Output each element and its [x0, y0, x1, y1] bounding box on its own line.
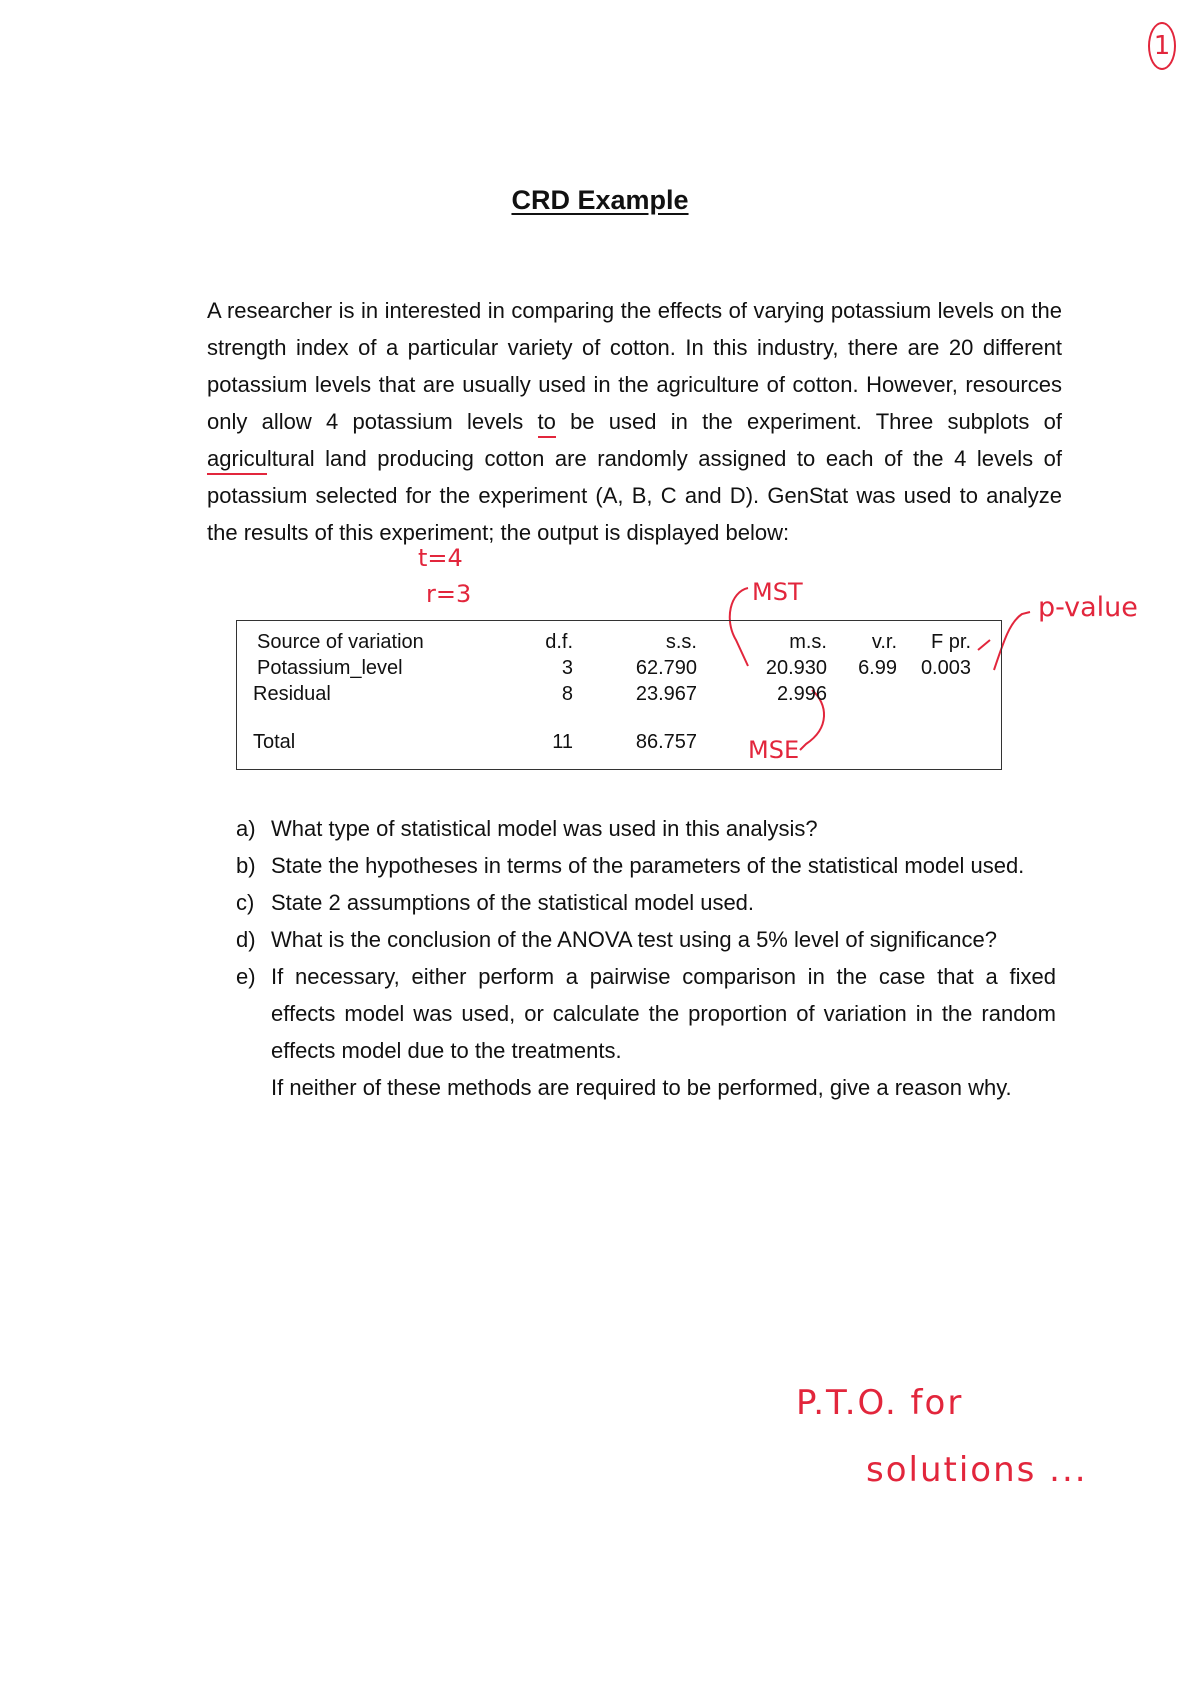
- intro-line: each of the 4 levels of potassium selected for the experiment (A, B, C and D).: [207, 446, 1063, 508]
- row-source: Potassium_level: [257, 657, 403, 679]
- header-ss: s.s.: [665, 631, 697, 653]
- intro-line: on the strength index of a particular variety of cotton. In this industry, there are: [207, 298, 1062, 360]
- pto-note-line2: solutions ...: [866, 1450, 1088, 1490]
- intro-line: displayed below:: [626, 520, 790, 545]
- annotation-pvalue: p-value: [1038, 592, 1138, 623]
- question-text: State the hypotheses in terms of the parameters of the statistical model used.: [271, 853, 1025, 878]
- annotation-mst: MST: [752, 578, 803, 606]
- annotation-mse: MSE: [748, 736, 800, 764]
- list-item: [236, 1069, 1056, 1106]
- list-item: [236, 810, 1056, 847]
- header-vr: v.r.: [871, 631, 897, 653]
- intro-line: Three subplots of agricultural land producing cotton are randomly assigned to: [207, 409, 1062, 471]
- row-df: 8: [561, 683, 573, 705]
- row-ss: 23.967: [635, 683, 697, 705]
- annotation-r: r=3: [426, 580, 472, 608]
- intro-paragraph: [207, 292, 1062, 551]
- question-label: b): [236, 853, 256, 878]
- row-fpr: 0.003: [920, 657, 971, 679]
- anova-table: [236, 620, 1002, 770]
- row-df: 11: [552, 731, 573, 753]
- underline-three-annotation: [207, 473, 267, 475]
- list-item: [236, 921, 1056, 958]
- list-item: [236, 847, 1056, 884]
- row-vr: 6.99: [858, 657, 897, 679]
- question-text: State 2 assumptions of the statistical model used.: [271, 890, 755, 915]
- row-df: 3: [561, 657, 573, 679]
- intro-line: However, resources only allow 4 potassium levels to be used in the experiment.: [207, 372, 1062, 434]
- question-label: c): [236, 890, 255, 915]
- header-source: Source of variation: [257, 631, 424, 653]
- intro-line: A researcher is in interested in comparing the effects of varying potassium levels: [207, 298, 1001, 323]
- pto-note-line1: P.T.O. for: [796, 1383, 964, 1423]
- row-ms: 2.996: [776, 683, 827, 705]
- question-label: e): [236, 964, 256, 989]
- question-text: What type of statistical model was used in this analysis?: [271, 816, 818, 841]
- row-ms: 20.930: [765, 657, 827, 679]
- list-item: [236, 958, 1056, 1069]
- question-label: d): [236, 927, 256, 952]
- question-label: a): [236, 816, 256, 841]
- header-ms: m.s.: [789, 631, 827, 653]
- header-df: d.f.: [545, 631, 573, 653]
- annotation-t: t=4: [418, 544, 463, 572]
- page-number-circle: [1148, 22, 1176, 70]
- row-ss: 62.790: [635, 657, 697, 679]
- question-text: If necessary, either perform a pairwise comparison in the case that a fixed effects model was used, or calculate the proportion of variation in the random effects model due to the treatments.: [271, 964, 1056, 1063]
- question-list: [236, 810, 1056, 1106]
- row-ss: 86.757: [635, 731, 697, 753]
- list-item: [236, 884, 1056, 921]
- row-source: Total: [253, 731, 296, 753]
- question-e-note: If neither of these methods are required to be performed, give a reason why.: [271, 1075, 1012, 1100]
- question-text: What is the conclusion of the ANOVA test using a 5% level of significance?: [271, 927, 997, 952]
- intro-line: GenStat was used to analyze the results of this experiment; the output is: [207, 483, 1062, 545]
- row-source: Residual: [253, 683, 331, 705]
- page-number: 1: [1153, 31, 1171, 61]
- header-fpr: F pr.: [930, 631, 971, 653]
- underline-4-annotation: [538, 436, 556, 438]
- intro-line: 20 different potassium levels that are usually used in the agriculture of cotton.: [207, 335, 1062, 397]
- page-title: CRD Example: [511, 185, 689, 215]
